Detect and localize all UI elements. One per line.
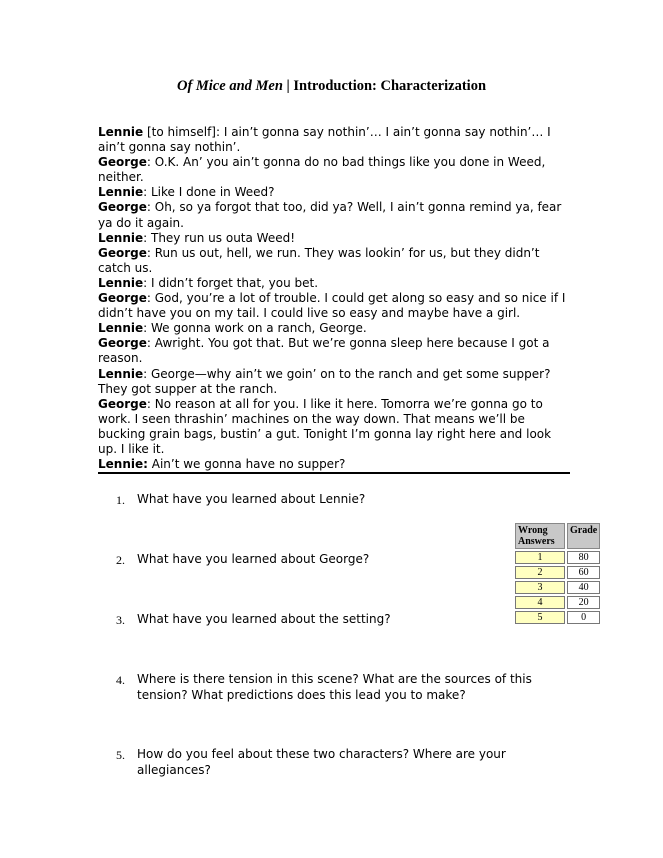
line-text: : I didn’t forget that, you bet. (143, 275, 319, 290)
grade-cell: 20 (567, 596, 600, 609)
dialogue-line (98, 231, 570, 246)
dialogue-line (98, 200, 570, 230)
question-text: How do you feel about these two characters? Where are your allegiances? (137, 747, 506, 777)
question-number: 5. (116, 748, 125, 762)
line-text: : Awright. You got that. But we’re gonna sleep here because I got a reason. (98, 336, 550, 366)
line-text: : Run us out, hell, we run. They was lookin’ for us, but they didn’t catch us. (98, 245, 540, 275)
dialogue-line (98, 185, 570, 200)
speaker-name: Lennie (98, 185, 144, 200)
dialogue-line (98, 457, 570, 474)
table-row (515, 566, 600, 579)
dialogue-line (98, 276, 570, 291)
speaker-name: George (98, 245, 147, 260)
question-text: What have you learned about Lennie? (137, 492, 366, 506)
line-text: : They run us outa Weed! (143, 230, 296, 245)
line-text: : No reason at all for you. I like it here. Tomorra we’re gonna go to work. I seen thrashin’ machines on the way down. That means we’ll be bucking grain bags, bustin’ a gut. Tonight I’m gonna lay right here and look up. I like it. (98, 396, 552, 456)
wrong-count-cell: 3 (515, 581, 565, 594)
question-item (116, 672, 566, 703)
dialogue-line (98, 336, 570, 366)
dialogue-line (98, 291, 570, 321)
question-number: 1. (116, 493, 125, 507)
dialogue-line (98, 367, 570, 397)
header-wrong-answers: Wrong Answers (515, 523, 565, 549)
speaker-name: Lennie (98, 275, 144, 290)
line-text: : God, you’re a lot of trouble. I could get along so easy and so nice if I didn’t have you on my tail. I could live so easy and maybe have a girl. (98, 291, 566, 321)
dialogue-excerpt (98, 125, 570, 474)
line-text: : O.K. An’ you ain’t gonna do no bad things like you done in Weed, neither. (98, 155, 546, 185)
question-number: 4. (116, 673, 125, 687)
speaker-name: Lennie (98, 230, 144, 245)
title-section: | Introduction: Characterization (282, 78, 487, 94)
header-grade: Grade (567, 523, 600, 549)
grade-table (513, 521, 602, 626)
speaker-name: George (98, 396, 147, 411)
speaker-name: George (98, 200, 147, 215)
line-text: : We gonna work on a ranch, George. (143, 321, 367, 336)
grade-cell: 80 (567, 551, 600, 564)
question-text: What have you learned about the setting? (137, 612, 391, 626)
question-item (116, 552, 566, 568)
line-text: [to himself]: I ain’t gonna say nothin’… I ain’t gonna say nothin’… I ain’t gonna say nothin’. (98, 125, 551, 155)
table-row (515, 581, 600, 594)
page-title (0, 78, 663, 95)
dialogue-line (98, 155, 570, 185)
line-text: : Like I done in Weed? (143, 185, 275, 200)
table-row (515, 596, 600, 609)
title-book-name: Of Mice and Men (176, 78, 283, 94)
wrong-count-cell: 1 (515, 551, 565, 564)
line-text: : George—why ain’t we goin’ on to the ranch and get some supper? They got supper at the ranch. (98, 366, 551, 396)
dialogue-line (98, 397, 570, 457)
speaker-name: George (98, 291, 147, 306)
table-row (515, 611, 600, 624)
question-number: 3. (116, 613, 125, 627)
question-item (116, 612, 566, 628)
grade-cell: 40 (567, 581, 600, 594)
grade-cell: 0 (567, 611, 600, 624)
line-text: Ain’t we gonna have no supper? (147, 457, 346, 472)
question-text: Where is there tension in this scene? What are the sources of this tension? What predictions does this lead you to make? (137, 672, 532, 702)
dialogue-line (98, 321, 570, 336)
wrong-count-cell: 5 (515, 611, 565, 624)
question-item (116, 747, 566, 778)
speaker-name: Lennie (98, 366, 144, 381)
speaker-name: George (98, 155, 147, 170)
wrong-count-cell: 4 (515, 596, 565, 609)
table-row (515, 551, 600, 564)
question-item (116, 492, 566, 508)
speaker-name: Lennie (98, 321, 144, 336)
question-number: 2. (116, 553, 125, 567)
wrong-count-cell: 2 (515, 566, 565, 579)
dialogue-line (98, 125, 570, 155)
speaker-name: Lennie: (98, 457, 148, 472)
grade-cell: 60 (567, 566, 600, 579)
question-text: What have you learned about George? (137, 552, 370, 566)
line-text: : Oh, so ya forgot that too, did ya? Well, I ain’t gonna remind ya, fear ya do it again. (98, 200, 562, 230)
speaker-name: George (98, 336, 147, 351)
speaker-name: Lennie (98, 125, 144, 139)
dialogue-line (98, 246, 570, 276)
